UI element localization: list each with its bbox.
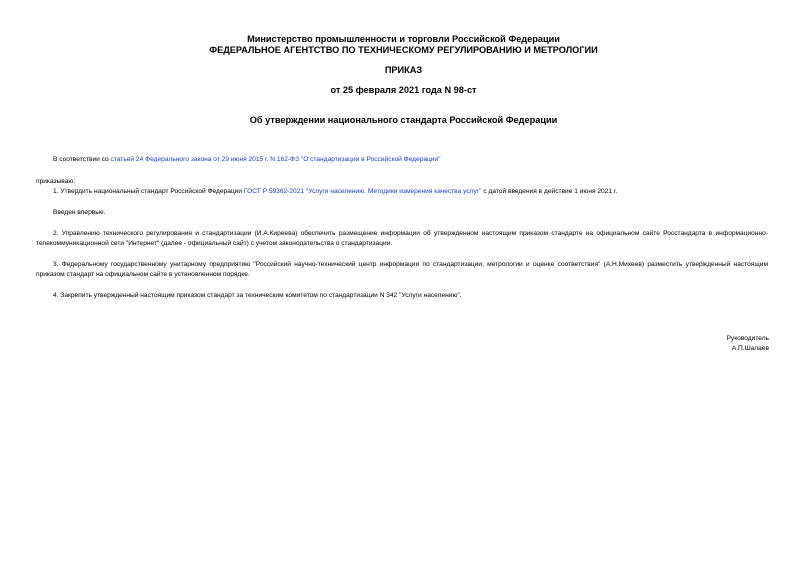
signatory-title: Руководитель [726,335,769,342]
preamble-paragraph [36,155,768,165]
document-type: ПРИКАЗ [384,65,423,75]
item-4-paragraph: 4. Закрепить утвержденный настоящим приказом стандарт за техническим комитетом по стандартизации N 342 "Услуги населению". [53,292,462,299]
preamble-text: В соответствии со [53,156,111,163]
document-subject: Об утверждении национального стандарта Российской Федерации [249,115,558,125]
ministry-title: Министерство промышленности и торговли Российской Федерации [247,34,560,44]
document-date-number: от 25 февраля 2021 года N 98-ст [330,85,477,95]
law-article-link[interactable]: статьей 24 Федерального закона от 29 июня 2015 г. N 162-ФЗ "О стандартизации в Российской Федерации" [110,156,441,163]
item-2-paragraph: 2. Управлению технического регулирования и стандартизации (И.А.Киреева) обеспечить размещение информации об утвержденном настоящим приказом стандарте на официальном сайте Росстандарта в информационно-телекоммуникационной сети "Интернет" (далее - официальный сайт) с учетом законодательства о стандартизации. [36,230,768,247]
first-time-note: Введен впервые. [53,209,106,216]
item-1-text: 1. Утвердить национальный стандарт Российской Федерации [53,188,244,195]
item-1-suffix: с датой введения в действие 1 июня 2021 г. [481,188,618,195]
item-3-paragraph: 3. Федеральному государственному унитарному предприятию "Российский научно-технический центр информации по стандартизации, метрологии и оценке соответствия" (А.Н.Михеев) разместить утвержденный настоящим приказом стандарт на официальном сайте в установленном порядке. [36,261,768,278]
item-1-paragraph [36,187,768,197]
signatory-name: А.П.Шалаев [731,345,769,352]
agency-title: ФЕДЕРАЛЬНОЕ АГЕНТСТВО ПО ТЕХНИЧЕСКОМУ РЕГУЛИРОВАНИЮ И МЕТРОЛОГИИ [209,45,598,55]
gost-standard-link[interactable]: ГОСТ Р 59362-2021 "Услуги населению. Методики измерения качества услуг" [243,188,482,195]
order-word: приказываю: [36,178,76,185]
